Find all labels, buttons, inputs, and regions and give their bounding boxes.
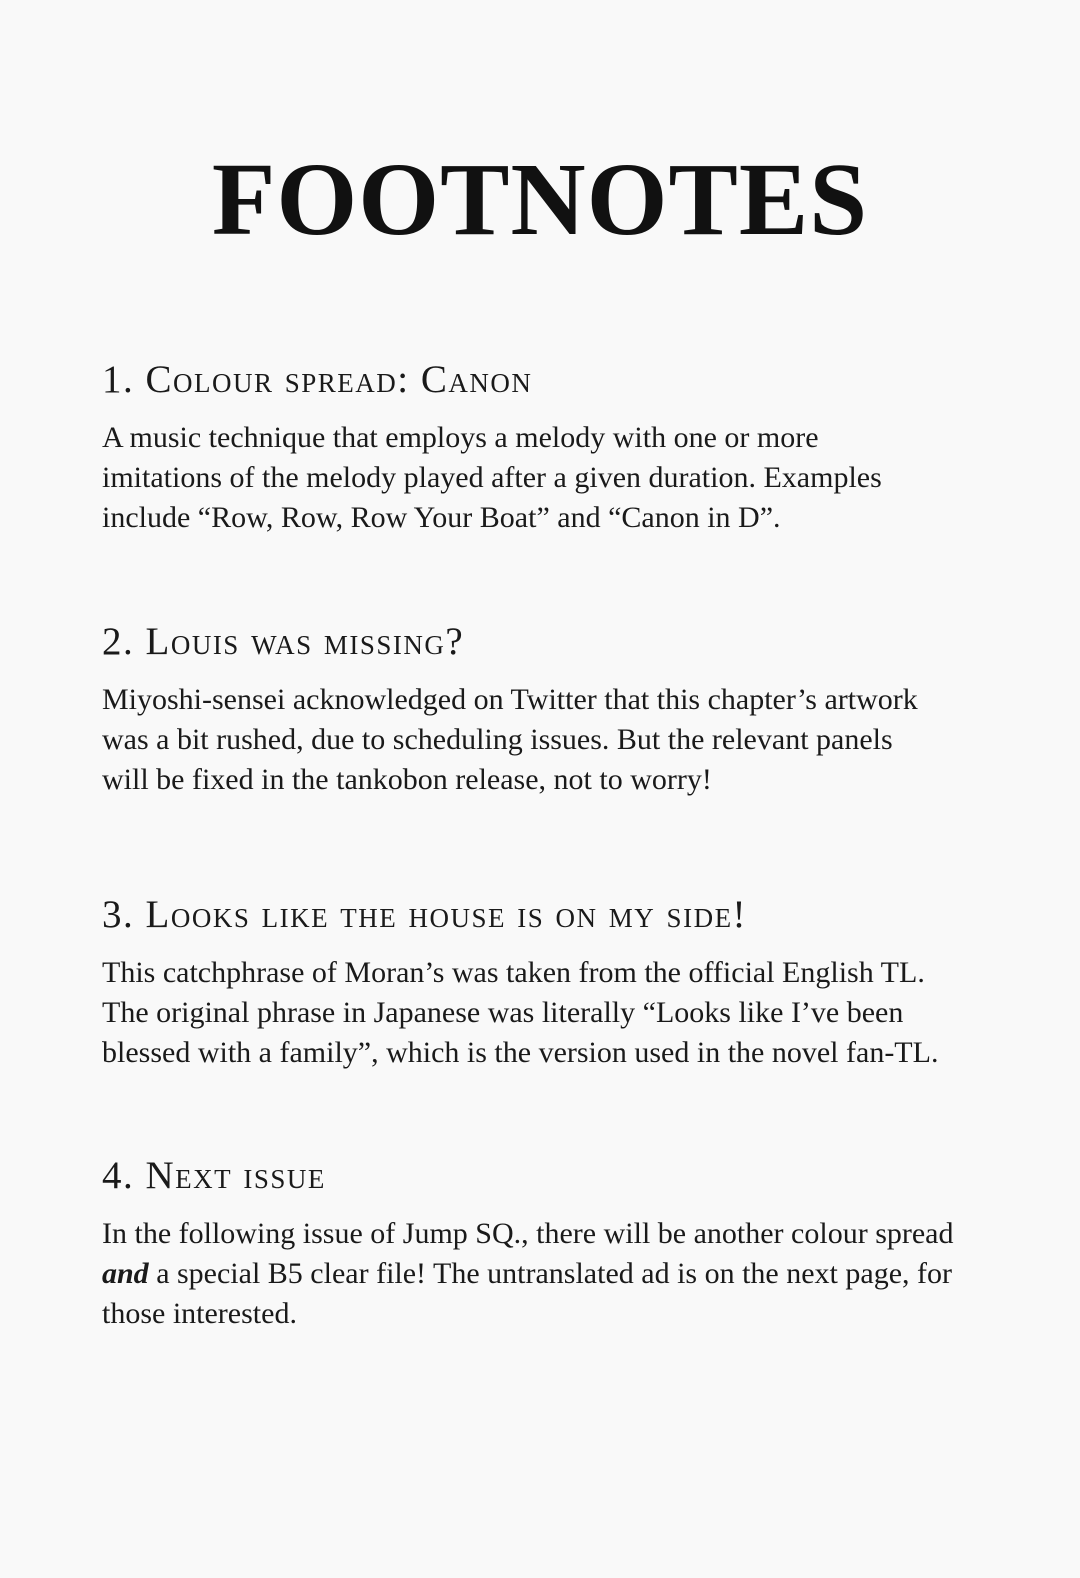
footnote-4-emphasis: and — [102, 1257, 149, 1290]
footnote-2-line-3: will be fixed in the tankobon release, not to worry! — [102, 763, 712, 796]
footnote-1-body — [102, 418, 1002, 538]
footnote-2-line-1: Miyoshi-sensei acknowledged on Twitter that this chapter’s artwork — [102, 683, 918, 716]
footnote-2-heading: 2. Louis was missing? — [102, 620, 465, 663]
page-title: FOOTNOTES — [211, 142, 869, 257]
footnote-4-line-3: those interested. — [102, 1297, 297, 1330]
footnote-3-line-3: blessed with a family”, which is the version used in the novel fan-TL. — [102, 1036, 939, 1069]
footnote-4-body — [102, 1214, 1002, 1334]
footnote-4-line-2 — [102, 1254, 1002, 1294]
footnote-3-heading: 3. Looks like the house is on my side! — [102, 893, 748, 936]
footnote-3-line-2: The original phrase in Japanese was literally “Looks like I’ve been — [102, 996, 904, 1029]
footnote-2-body — [102, 680, 1002, 800]
footnote-2-line-2: was a bit rushed, due to scheduling issues. But the relevant panels — [102, 723, 893, 756]
footnote-2 — [102, 618, 1002, 800]
footnote-3 — [102, 891, 1002, 1073]
footnote-1 — [102, 356, 1002, 538]
footnote-1-line-3: include “Row, Row, Row Your Boat” and “Canon in D”. — [102, 501, 781, 534]
footnote-3-line-1: This catchphrase of Moran’s was taken from the official English TL. — [102, 956, 925, 989]
footnote-1-heading: 1. Colour spread: Canon — [102, 358, 533, 401]
footnote-1-line-1: A music technique that employs a melody with one or more — [102, 421, 819, 454]
footnote-4-heading: 4. Next issue — [102, 1154, 326, 1197]
footnote-4-line-2-rest: a special B5 clear file! The untranslated ad is on the next page, for — [148, 1257, 952, 1290]
footnote-4-line-1: In the following issue of Jump SQ., there will be another colour spread — [102, 1217, 954, 1250]
footnote-1-line-2: imitations of the melody played after a given duration. Examples — [102, 461, 882, 494]
footnote-4 — [102, 1152, 1002, 1334]
footnote-3-body — [102, 953, 1002, 1073]
